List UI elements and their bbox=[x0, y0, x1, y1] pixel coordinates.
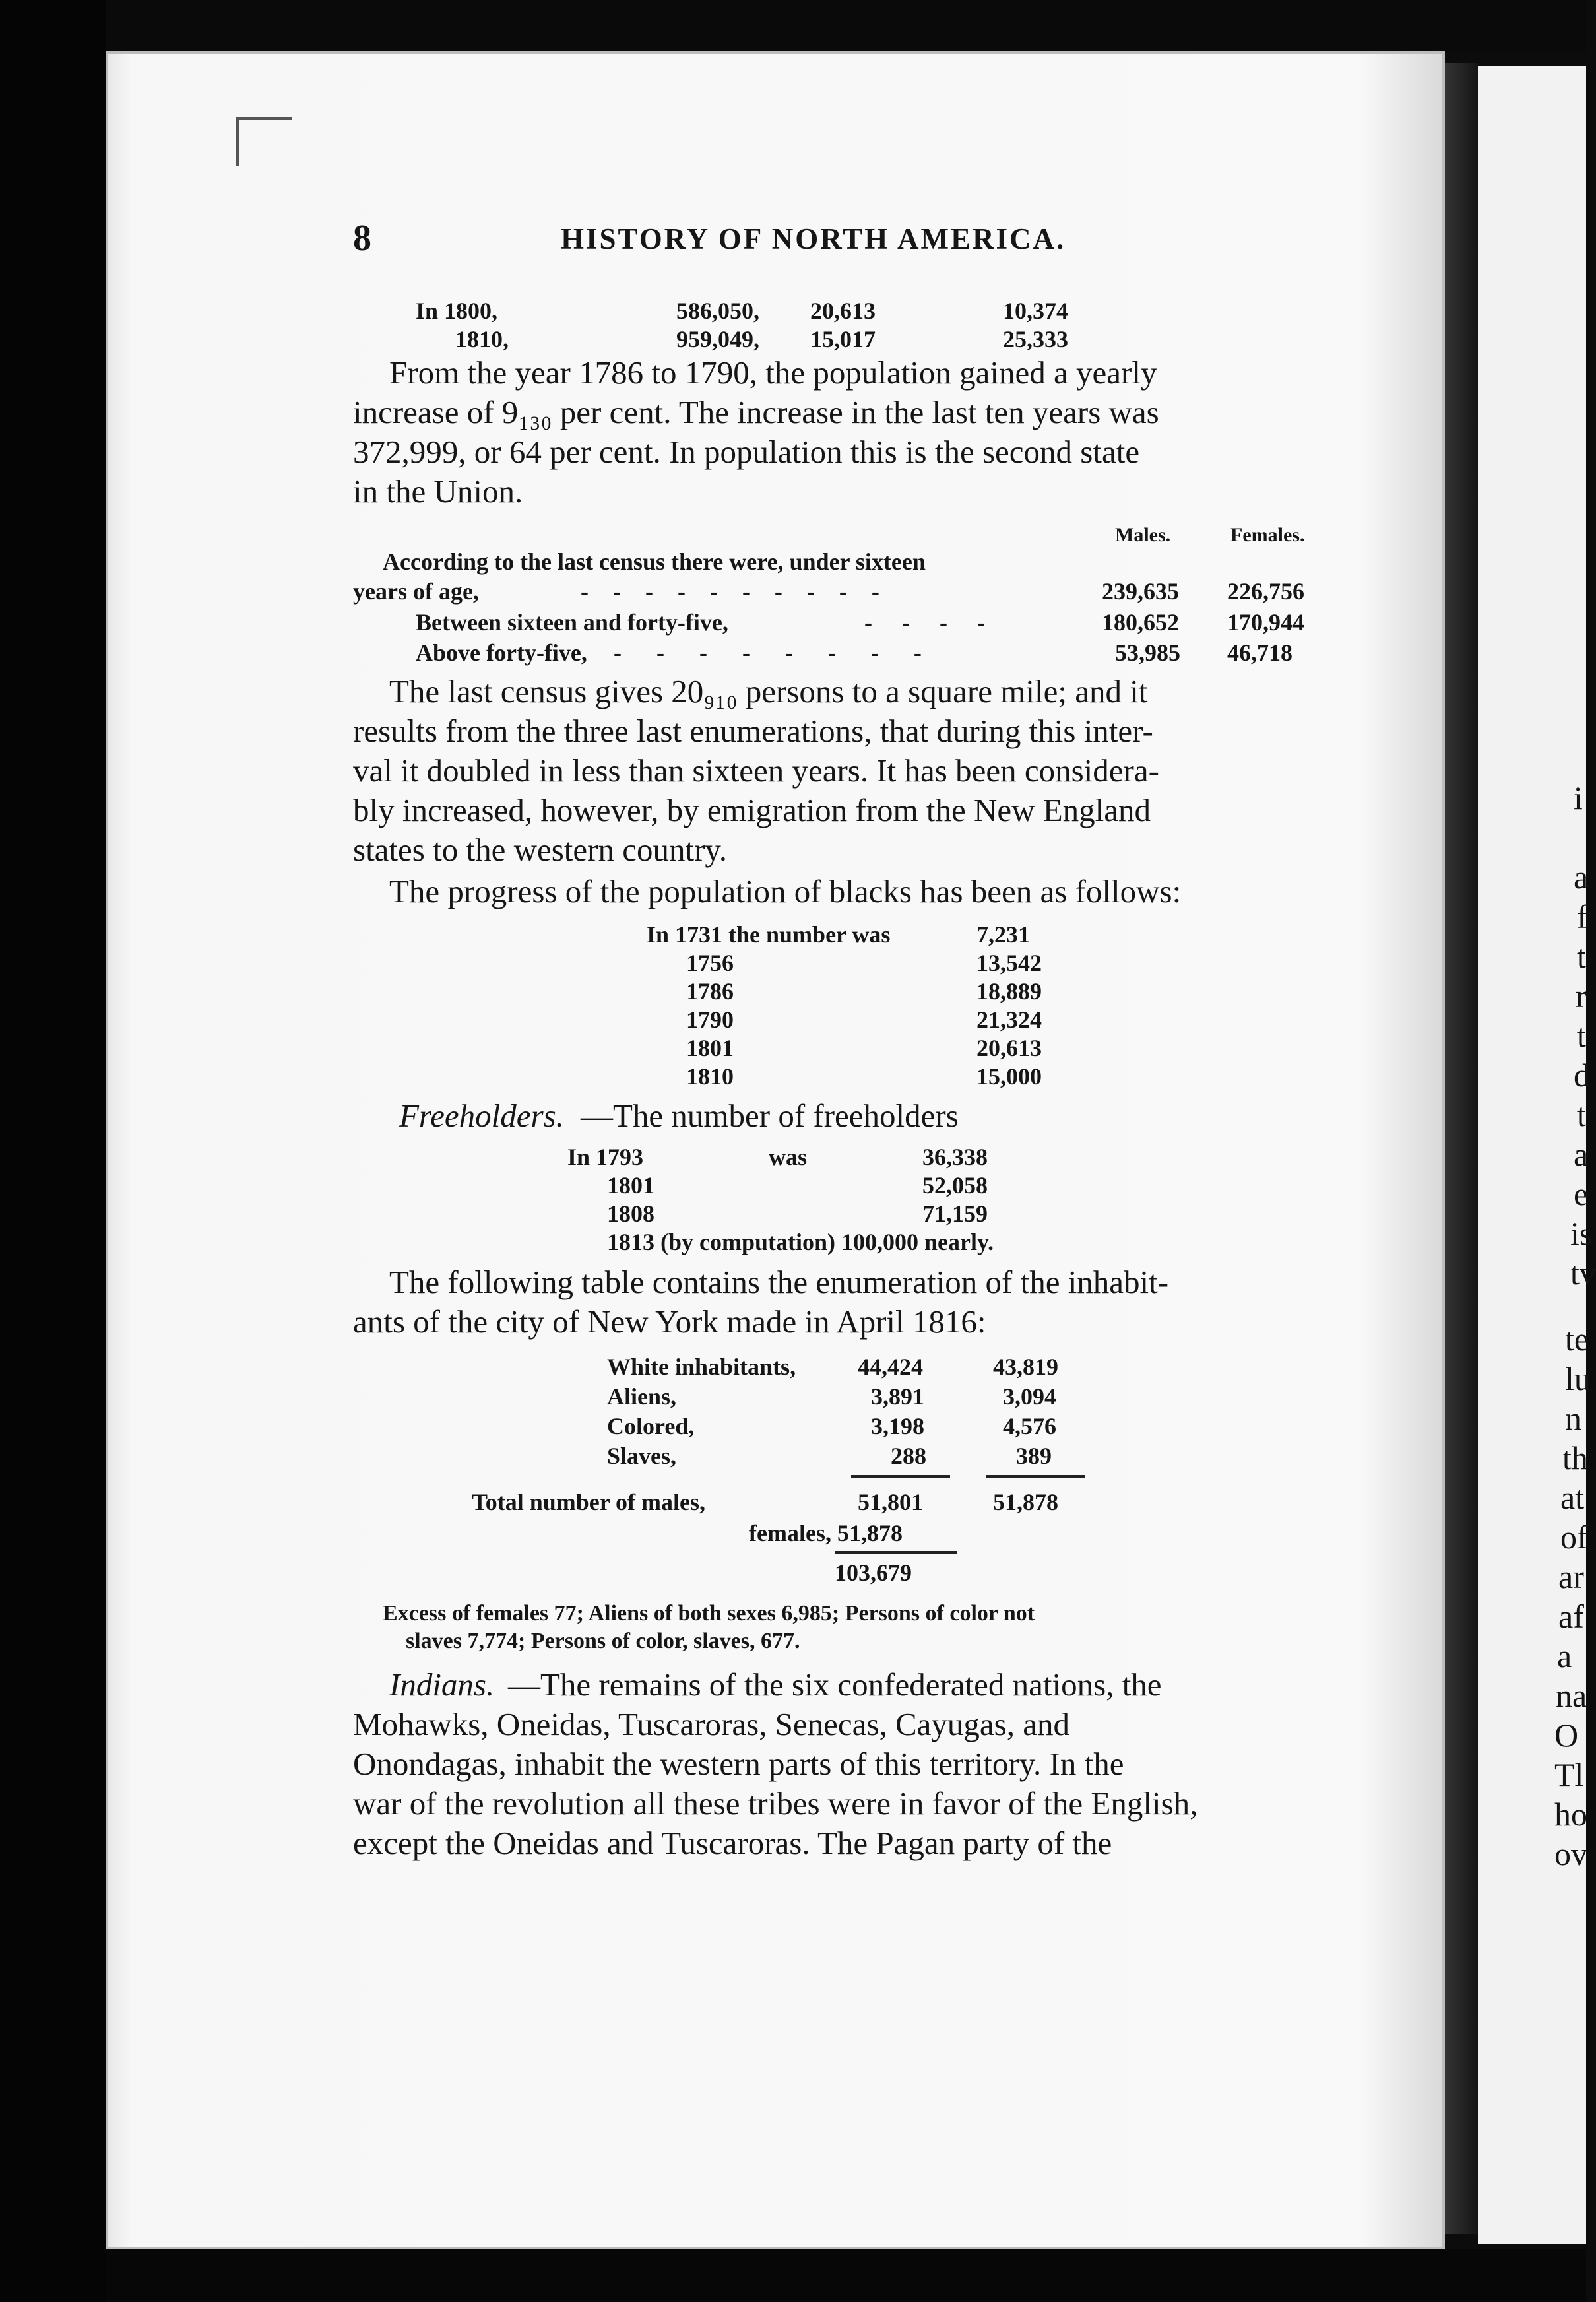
intro-row-value: 20,613 bbox=[810, 298, 876, 324]
note-line: Excess of females 77; Aliens of both sexes 6,985; Persons of color not bbox=[383, 1601, 1035, 1626]
census-row-label: years of age, bbox=[353, 578, 479, 605]
nyc-row-females: 389 bbox=[1016, 1443, 1052, 1469]
nyc-row-label: Colored, bbox=[607, 1413, 695, 1439]
intro-row-value: 586,050, bbox=[676, 298, 759, 324]
nyc-row-label: Slaves, bbox=[607, 1443, 677, 1469]
paragraph-line: states to the western country. bbox=[353, 832, 727, 868]
facing-page-fragment: Tl bbox=[1554, 1756, 1584, 1793]
nyc-total-females: 51,878 bbox=[993, 1489, 1058, 1515]
corner-mark bbox=[236, 117, 292, 166]
nyc-row-females: 4,576 bbox=[1003, 1413, 1056, 1439]
paragraph-line: The following table contains the enumeration of the inhabit- bbox=[389, 1264, 1169, 1300]
paragraph-line: except the Oneidas and Tuscaroras. The Pagan party of the bbox=[353, 1825, 1112, 1861]
freeholders-row-label: 1801 bbox=[607, 1172, 654, 1199]
paragraph-line: Mohawks, Oneidas, Tuscaroras, Senecas, Cayugas, and bbox=[353, 1706, 1069, 1742]
census-males: 180,652 bbox=[1102, 609, 1179, 636]
freeholders-heading: Freeholders. bbox=[399, 1098, 564, 1134]
facing-page-fragment: te bbox=[1565, 1321, 1589, 1358]
film-border-left bbox=[0, 0, 106, 2302]
paragraph-line: 372,999, or 64 per cent. In population this is the second state bbox=[353, 434, 1140, 470]
freeholders-row-label: 1808 bbox=[607, 1200, 654, 1227]
nyc-row-males: 3,198 bbox=[871, 1413, 924, 1439]
freeholders-row-label: In 1793 bbox=[567, 1144, 644, 1170]
blacks-row-year: 1801 bbox=[686, 1035, 734, 1061]
column-header-males: Males. bbox=[1115, 524, 1171, 546]
indians-heading: Indians. bbox=[389, 1666, 495, 1703]
facing-page-fragment: ar bbox=[1558, 1558, 1584, 1595]
facing-page-fragment: is bbox=[1570, 1215, 1593, 1252]
nyc-row-females: 43,819 bbox=[993, 1354, 1058, 1380]
nyc-row-label: Aliens, bbox=[607, 1383, 677, 1410]
blacks-row-year: 1810 bbox=[686, 1063, 734, 1090]
facing-page-fragment: d bbox=[1574, 1057, 1590, 1094]
nyc-row-males: 3,891 bbox=[871, 1383, 924, 1410]
facing-page-fragment: tv bbox=[1570, 1255, 1596, 1292]
facing-page-fragment: na bbox=[1556, 1677, 1587, 1714]
facing-page-fragment: e bbox=[1574, 1175, 1589, 1212]
nyc-total-males: 51,801 bbox=[858, 1489, 923, 1515]
paragraph-line: increase of 9₁₃₀ per cent. The increase in the last ten years was bbox=[353, 394, 1159, 430]
blacks-row-year: 1786 bbox=[686, 978, 734, 1004]
nyc-row-label: White inhabitants, bbox=[607, 1354, 796, 1380]
film-border-top bbox=[106, 0, 1586, 53]
facing-page-fragment: t bbox=[1577, 938, 1586, 975]
paragraph-line: bly increased, however, by emigration from the New England bbox=[353, 792, 1151, 828]
facing-page-fragment: ov bbox=[1554, 1835, 1587, 1872]
nyc-total-label: Total number of males, bbox=[472, 1489, 706, 1515]
blacks-row-value: 20,613 bbox=[976, 1035, 1042, 1061]
blacks-row-value: 18,889 bbox=[976, 978, 1042, 1004]
census-intro: According to the last census there were, under sixteen bbox=[383, 548, 926, 575]
running-title: HISTORY OF NORTH AMERICA. bbox=[561, 222, 1066, 255]
paragraph-line: val it doubled in less than sixteen years. It has been considera- bbox=[353, 752, 1159, 789]
facing-page-fragment: t bbox=[1577, 1017, 1586, 1054]
sum-rule bbox=[986, 1475, 1085, 1478]
paragraph-line: The progress of the population of blacks has been as follows: bbox=[389, 873, 1182, 909]
freeholders-heading-rest: —The number of freeholders bbox=[581, 1098, 959, 1134]
intro-row-value: 15,017 bbox=[810, 326, 876, 352]
blacks-row-year: In 1731 the number was bbox=[647, 921, 891, 948]
facing-page-fragment: lu bbox=[1565, 1360, 1591, 1397]
paragraph-line: in the Union. bbox=[353, 473, 523, 510]
facing-page-fragment: at bbox=[1560, 1479, 1585, 1516]
film-border-bottom bbox=[106, 2249, 1586, 2302]
paragraph-line: —The remains of the six confederated nations, the bbox=[508, 1666, 1162, 1703]
intro-row-value: 25,333 bbox=[1003, 326, 1068, 352]
facing-page-fragment: af bbox=[1558, 1598, 1584, 1635]
paragraph-line: From the year 1786 to 1790, the population gained a yearly bbox=[389, 354, 1157, 391]
census-row-label: Above forty-five, bbox=[416, 640, 587, 666]
census-females: 226,756 bbox=[1227, 578, 1304, 605]
blacks-row-value: 21,324 bbox=[976, 1006, 1042, 1033]
freeholders-row-value: 36,338 bbox=[922, 1144, 988, 1170]
facing-page-fragment: th bbox=[1562, 1439, 1588, 1476]
note-line: slaves 7,774; Persons of color, slaves, 677. bbox=[406, 1629, 800, 1653]
nyc-row-females: 3,094 bbox=[1003, 1383, 1056, 1410]
nyc-females-line: females, 51,878 bbox=[749, 1520, 903, 1546]
column-header-females: Females. bbox=[1230, 524, 1305, 546]
census-females: 170,944 bbox=[1227, 609, 1304, 636]
facing-page-fragment: a bbox=[1574, 1136, 1589, 1173]
census-row-label: Between sixteen and forty-five, bbox=[416, 609, 728, 636]
leader-dots: - - - - bbox=[864, 609, 997, 636]
book-page bbox=[106, 51, 1445, 2249]
blacks-row-year: 1790 bbox=[686, 1006, 734, 1033]
census-males: 239,635 bbox=[1102, 578, 1179, 605]
freeholders-row-value: 52,058 bbox=[922, 1172, 988, 1199]
sum-rule bbox=[851, 1475, 950, 1478]
facing-page-fragment: r bbox=[1576, 977, 1587, 1014]
blacks-row-year: 1756 bbox=[686, 950, 734, 976]
freeholders-row-mid: was bbox=[769, 1144, 808, 1170]
paragraph-line: Onondagas, inhabit the western parts of this territory. In the bbox=[353, 1746, 1124, 1782]
freeholders-row-value: 71,159 bbox=[922, 1200, 988, 1227]
facing-page-fragment: a bbox=[1557, 1637, 1572, 1674]
intro-row-value: 10,374 bbox=[1003, 298, 1068, 324]
intro-row-label: In 1800, bbox=[416, 298, 498, 324]
intro-row-value: 959,049, bbox=[676, 326, 759, 352]
blacks-row-value: 13,542 bbox=[976, 950, 1042, 976]
paragraph-line: ants of the city of New York made in April 1816: bbox=[353, 1303, 986, 1340]
facing-page-fragment: a bbox=[1574, 859, 1589, 896]
blacks-row-value: 15,000 bbox=[976, 1063, 1042, 1090]
leader-dots: - - - - - - - - bbox=[614, 640, 936, 666]
facing-page-fragment: n bbox=[1565, 1400, 1581, 1437]
paragraph-line: war of the revolution all these tribes were in favor of the English, bbox=[353, 1785, 1198, 1822]
census-females: 46,718 bbox=[1227, 640, 1293, 666]
nyc-row-males: 44,424 bbox=[858, 1354, 923, 1380]
nyc-row-males: 288 bbox=[891, 1443, 926, 1469]
blacks-row-value: 7,231 bbox=[976, 921, 1030, 948]
page-number: 8 bbox=[353, 218, 371, 259]
leader-dots: - - - - - - - - - - bbox=[581, 578, 889, 605]
nyc-grand-total: 103,679 bbox=[835, 1560, 912, 1586]
facing-page-fragment: t bbox=[1577, 1096, 1586, 1133]
paragraph-line: results from the three last enumerations, that during this inter- bbox=[353, 713, 1153, 749]
intro-row-label: 1810, bbox=[455, 326, 509, 352]
facing-page-fragment: i bbox=[1574, 779, 1583, 816]
facing-page-fragment: ho bbox=[1554, 1796, 1587, 1833]
sum-rule bbox=[835, 1551, 957, 1554]
facing-page-edge bbox=[1478, 66, 1589, 2244]
facing-page-fragment: O bbox=[1554, 1717, 1579, 1754]
paragraph-line: The last census gives 20₉₁₀ persons to a square mile; and it bbox=[389, 673, 1148, 709]
facing-page-fragment: f bbox=[1577, 898, 1588, 935]
freeholders-row-label: 1813 (by computation) 100,000 nearly. bbox=[607, 1229, 994, 1255]
census-males: 53,985 bbox=[1115, 640, 1180, 666]
facing-page-fragment: of bbox=[1560, 1519, 1588, 1556]
